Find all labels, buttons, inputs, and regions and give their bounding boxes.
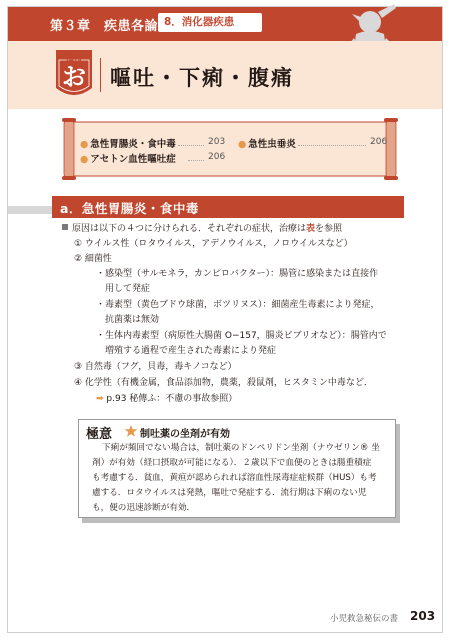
title-divider [100, 58, 101, 92]
table-reference: 表 [306, 224, 316, 234]
toc-item-page: 203 [208, 137, 226, 147]
intro-text-end: を参照 [315, 224, 343, 234]
intro-paragraph [62, 223, 342, 235]
toc-item-page: 206 [208, 152, 226, 162]
section-heading: a．急性胃腸炎・食中毒 [60, 201, 199, 216]
tip-text-line: 慮する．ロタウイルスは発熱，嘔吐で発症する．流行期は下痢のない児 [92, 488, 367, 498]
list-item: ・感染型（サルモネラ，カンピロバクター）：腸管に感染または直接作 [96, 269, 379, 279]
toc-leader [298, 145, 366, 146]
tip-text-line: 剤）が有効（経口摂取が可能になる）．２歳以下で血便のときは腸重積症 [92, 458, 372, 468]
toc-item-label: アセトン血性嘔吐症 [90, 154, 176, 165]
toc-item-page: 206 [370, 137, 388, 147]
tip-title: 制吐薬の坐剤が有効 [140, 429, 230, 440]
star-icon [124, 425, 138, 437]
bullet-icon: ● [80, 154, 89, 165]
intro-text: 原因は以下の４つに分けられる．それぞれの症状，治療は [72, 224, 307, 234]
tip-text-line: も，便の迅速診断が有効． [92, 503, 196, 513]
list-item: 抗菌薬は無効 [96, 315, 160, 325]
list-item: ④ 化学性（有機金属，食品添加物，農薬，殺鼠剤，ヒスタミン中毒など． [74, 378, 373, 388]
tip-text-line: 下痢が頻回でない場合は，制吐薬のドンペリドン坐剤（ナウゼリン® 坐 [102, 443, 380, 453]
tip-text-line: も考慮する．貧血，黄疸が認められれば溶血性尿毒症症候群（HUS）も考 [92, 473, 377, 483]
hiden-badge-letter: お [62, 63, 86, 91]
list-item: 用して発症 [96, 284, 151, 294]
page-title: 嘔吐・下痢・腹痛 [110, 66, 294, 90]
bullet-icon: ● [80, 139, 89, 150]
toc-item-label: 急性虫垂炎 [248, 139, 296, 150]
arrow-right-icon: ➡ [96, 394, 104, 404]
list-item: ・毒素型（黄色ブドウ球菌，ボツリヌス）：細菌産生毒素により発症， [96, 300, 380, 310]
list-item: ・生体内毒素型（病原性大腸菌 O−157，腸炎ビブリオなど）：腸管内で [96, 331, 387, 341]
section-tag: 8．消化器疾患 [158, 13, 262, 32]
cross-reference-text: p.93 秘傳ふ：不慮の事故参照） [106, 394, 238, 404]
tip-label: 極意 [86, 427, 113, 442]
section-heading-rule [8, 206, 52, 214]
toc-item-label: 急性胃腸炎・食中毒 [90, 139, 176, 150]
list-item: ① ウイルス性（ロタウイルス，アデノウイルス，ノロウイルスなど） [74, 239, 353, 249]
page-number: 203 [410, 609, 436, 623]
toc-leader [188, 160, 204, 161]
square-bullet-icon [62, 224, 68, 230]
cross-reference[interactable] [96, 393, 237, 405]
chapter-title: 第３章 疾患各論 [50, 19, 159, 34]
toc-item[interactable] [238, 136, 296, 150]
toc-item[interactable] [80, 151, 176, 165]
list-item: ② 細菌性 [74, 254, 112, 264]
list-item: 増殖する過程で産生された毒素により発症 [96, 346, 277, 356]
toc-item[interactable] [80, 136, 176, 150]
bullet-icon: ● [238, 139, 247, 150]
list-item: ③ 自然毒（フグ，貝毒，毒キノコなど） [74, 362, 237, 372]
footer-book-title: 小児救急秘伝の書 [330, 614, 399, 624]
hiden-badge-label: 秘傳 [64, 53, 83, 63]
toc-leader [178, 145, 204, 146]
